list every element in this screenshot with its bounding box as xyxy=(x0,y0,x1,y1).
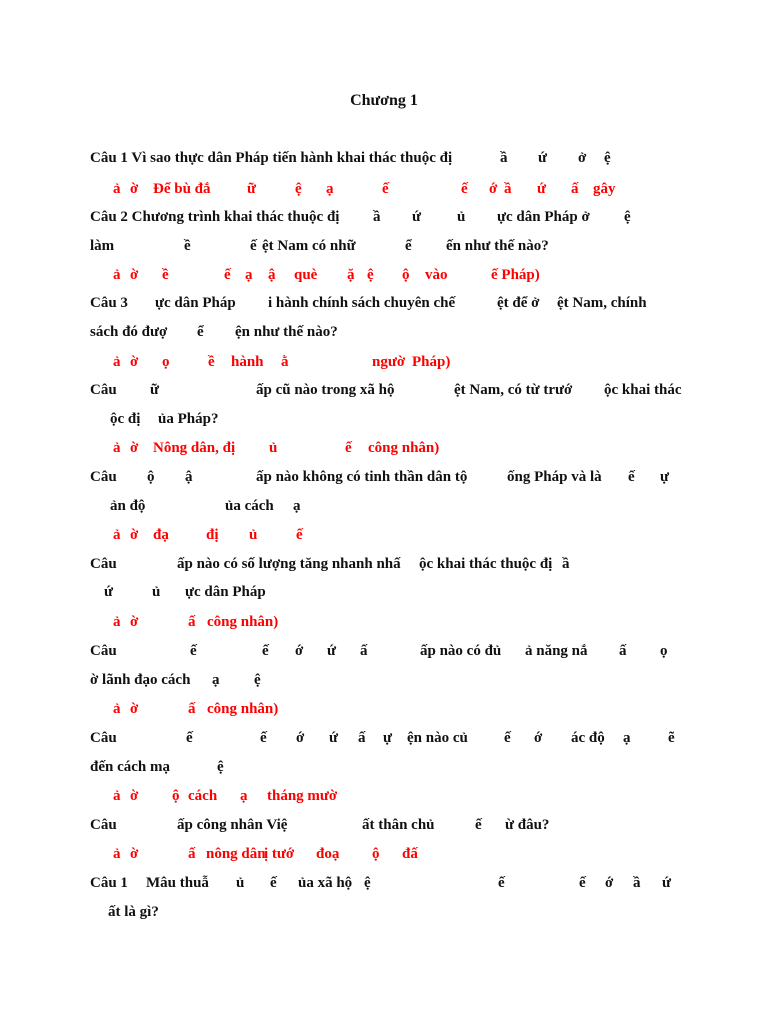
text-fragment: ộ xyxy=(372,846,380,862)
question-line xyxy=(0,813,768,837)
text-fragment: ờ xyxy=(130,527,139,543)
text-fragment: ứ xyxy=(538,150,548,166)
text-fragment: Câu xyxy=(90,556,117,572)
text-fragment: ấ xyxy=(188,701,196,717)
question-line xyxy=(0,378,768,402)
question-line xyxy=(0,146,768,170)
answer-line xyxy=(0,610,768,634)
text-fragment: ả xyxy=(113,846,121,862)
text-fragment: ện như thế nào? xyxy=(235,324,338,340)
answer-line xyxy=(0,177,768,201)
text-fragment: ạ xyxy=(240,788,248,804)
text-fragment: ấp cũ nào trong xã hộ xyxy=(256,382,395,398)
question-line xyxy=(0,552,768,576)
text-fragment: ả xyxy=(113,440,121,456)
text-fragment: ế xyxy=(628,469,635,485)
question-line xyxy=(0,465,768,489)
text-fragment: ự xyxy=(660,469,670,485)
text-fragment: Để bù đắ xyxy=(153,181,211,197)
text-fragment: ứ xyxy=(104,584,114,600)
text-fragment: ủ xyxy=(269,440,278,456)
question-line xyxy=(0,900,768,924)
answer-line xyxy=(0,350,768,374)
text-fragment: công nhân) xyxy=(207,701,279,717)
text-fragment: ệt Nam, có từ trướ xyxy=(454,382,573,398)
text-fragment: cách xyxy=(188,788,218,804)
text-fragment: đạ xyxy=(153,527,169,543)
text-fragment: ứ xyxy=(412,209,422,225)
text-fragment: ệ xyxy=(295,181,302,197)
text-fragment: ống Pháp và là xyxy=(507,469,602,485)
text-fragment: Câu xyxy=(90,730,117,746)
text-fragment: ấ xyxy=(360,643,368,659)
text-fragment: ớ xyxy=(296,730,305,746)
text-fragment: ớ xyxy=(489,181,498,197)
text-fragment: ủa cách xyxy=(225,498,274,514)
text-fragment: ộ xyxy=(172,788,180,804)
text-fragment: ế xyxy=(475,817,482,833)
text-fragment: ệ xyxy=(604,150,611,166)
text-fragment: ằ xyxy=(281,354,289,370)
question-line xyxy=(0,320,768,344)
text-fragment: ế xyxy=(190,643,197,659)
text-fragment: ấ xyxy=(188,614,196,630)
text-fragment: ứ xyxy=(537,181,547,197)
text-fragment: ế xyxy=(260,730,267,746)
text-fragment: Nông dân, đị xyxy=(153,440,236,456)
answer-line xyxy=(0,842,768,866)
text-fragment: ữ xyxy=(247,181,257,197)
text-fragment: ế xyxy=(461,181,468,197)
text-fragment: ờ xyxy=(130,788,139,804)
text-fragment: ả xyxy=(113,267,121,283)
text-fragment: ế xyxy=(345,440,352,456)
text-fragment: ớ xyxy=(295,643,304,659)
text-fragment: ể xyxy=(197,324,204,340)
text-fragment: Mâu thuẫ xyxy=(146,875,209,891)
text-fragment: i hành chính sách chuyên chế xyxy=(268,295,456,311)
text-fragment: sách đó đượ xyxy=(90,324,168,340)
question-line xyxy=(0,639,768,663)
text-fragment: ấ xyxy=(619,643,627,659)
text-fragment: làm xyxy=(90,238,115,254)
text-fragment: ầ xyxy=(500,150,508,166)
text-fragment: ực dân Pháp ở xyxy=(497,209,590,225)
text-fragment: ủ xyxy=(457,209,466,225)
text-fragment: ệt Nam, chính xyxy=(557,295,647,311)
text-fragment: Câu xyxy=(90,643,117,659)
text-fragment: ờ xyxy=(130,614,139,630)
answer-line xyxy=(0,697,768,721)
text-fragment: ầ xyxy=(633,875,641,891)
text-fragment: ệ xyxy=(254,672,261,688)
text-fragment: ấp nào có đủ xyxy=(420,643,502,659)
text-fragment: ả xyxy=(113,701,121,717)
text-fragment: ạ xyxy=(293,498,301,514)
text-fragment: ủ xyxy=(236,875,245,891)
text-fragment: ế xyxy=(296,527,303,543)
text-fragment: ầ xyxy=(373,209,381,225)
text-fragment: ệt để ở xyxy=(497,295,540,311)
text-fragment: ữ xyxy=(150,382,160,398)
text-fragment: ể xyxy=(405,238,412,254)
answer-line xyxy=(0,263,768,287)
text-fragment: công nhân) xyxy=(368,440,440,456)
text-fragment: ực dân Pháp xyxy=(155,295,236,311)
text-fragment: ờ lãnh đạo cách xyxy=(90,672,191,688)
text-fragment: ất thân chủ xyxy=(362,817,435,833)
text-fragment: ứ xyxy=(329,730,339,746)
text-fragment: ủ xyxy=(152,584,161,600)
text-fragment: ế Pháp) xyxy=(491,267,540,283)
text-fragment: ế xyxy=(224,267,231,283)
text-fragment: què xyxy=(294,267,318,283)
text-fragment: ớ xyxy=(605,875,614,891)
text-fragment: ấp nào không có tinh thần dân tộ xyxy=(256,469,468,485)
text-fragment: ực dân Pháp xyxy=(185,584,266,600)
text-fragment: ế xyxy=(579,875,586,891)
text-fragment: ớ xyxy=(534,730,543,746)
text-fragment: ầ xyxy=(504,181,512,197)
text-fragment: ác độ xyxy=(571,730,605,746)
text-fragment: ả xyxy=(113,614,121,630)
text-fragment: ệ xyxy=(624,209,631,225)
text-fragment: ạ xyxy=(212,672,220,688)
question-line xyxy=(0,668,768,692)
question-line xyxy=(0,580,768,604)
text-fragment: Câu xyxy=(90,382,117,398)
text-fragment: ạ xyxy=(245,267,253,283)
answer-line xyxy=(0,784,768,808)
question-line xyxy=(0,407,768,431)
text-fragment: ủa xã hộ xyxy=(298,875,353,891)
text-fragment: ủ xyxy=(249,527,258,543)
text-fragment: ất là gì? xyxy=(108,904,159,920)
text-fragment: ấ xyxy=(358,730,366,746)
text-fragment: ờ xyxy=(130,440,139,456)
text-fragment: ấ xyxy=(571,181,579,197)
text-fragment: ị tướ xyxy=(264,846,295,862)
text-fragment: ện nào củ xyxy=(407,730,468,746)
text-fragment: Pháp) xyxy=(412,354,451,370)
text-fragment: ẽ xyxy=(668,730,675,746)
text-fragment: ề xyxy=(184,238,191,254)
chapter-title: Chương 1 xyxy=(350,92,418,109)
text-fragment: nông dân xyxy=(206,846,266,862)
question-line xyxy=(0,755,768,779)
text-fragment: Câu xyxy=(90,817,117,833)
text-fragment: ứ xyxy=(662,875,672,891)
text-fragment: ả xyxy=(113,181,121,197)
answer-line xyxy=(0,523,768,547)
text-fragment: ả năng nắ xyxy=(525,643,588,659)
text-fragment: tháng mườ xyxy=(267,788,338,804)
question-line xyxy=(0,494,768,518)
text-fragment: ầ xyxy=(562,556,570,572)
text-fragment: ệt Nam có nhữ xyxy=(262,238,356,254)
text-fragment: ọ xyxy=(162,354,170,370)
text-fragment: ản độ xyxy=(110,498,146,514)
text-fragment: ến như thế nào? xyxy=(446,238,549,254)
text-fragment: ấp nào có số lượng tăng nhanh nhấ xyxy=(177,556,401,572)
text-fragment: ọ xyxy=(660,643,668,659)
text-fragment: đoạ xyxy=(316,846,340,862)
text-fragment: ề xyxy=(162,267,169,283)
text-fragment: ở xyxy=(578,150,587,166)
text-fragment: ế xyxy=(270,875,277,891)
text-fragment: Câu 3 xyxy=(90,295,128,311)
text-fragment: Câu 1 Vì sao thực dân Pháp tiến hành khai thác thuộc đị xyxy=(90,150,453,166)
text-fragment: ế xyxy=(382,181,389,197)
text-fragment: ặ xyxy=(347,267,355,283)
text-fragment: ộc khai thác xyxy=(604,382,682,398)
text-fragment: ấ xyxy=(188,846,196,862)
text-fragment: ừ đâu? xyxy=(505,817,550,833)
text-fragment: hành xyxy=(231,354,264,370)
text-fragment: ề xyxy=(208,354,215,370)
text-fragment: ệ xyxy=(367,267,374,283)
text-fragment: ả xyxy=(113,527,121,543)
text-fragment: ộc đị xyxy=(110,411,141,427)
text-fragment: ủa Pháp? xyxy=(158,411,219,427)
question-line xyxy=(0,205,768,229)
text-fragment: Câu xyxy=(90,469,117,485)
text-fragment: ộ xyxy=(402,267,410,283)
text-fragment: ờ xyxy=(130,846,139,862)
text-fragment: Câu 1 xyxy=(90,875,128,891)
question-line xyxy=(0,234,768,258)
text-fragment: Câu 2 Chương trình khai thác thuộc đị xyxy=(90,209,340,225)
text-fragment: ậ xyxy=(185,469,193,485)
text-fragment: ạ xyxy=(326,181,334,197)
question-line xyxy=(0,871,768,895)
text-fragment: ế xyxy=(498,875,505,891)
text-fragment: ờ xyxy=(130,701,139,717)
text-fragment: ệ xyxy=(217,759,224,775)
text-fragment: vào xyxy=(425,267,448,283)
text-fragment: ế xyxy=(262,643,269,659)
text-fragment: ệ xyxy=(364,875,371,891)
text-fragment: ộ xyxy=(147,469,155,485)
text-fragment: ự xyxy=(383,730,393,746)
text-fragment: ế xyxy=(186,730,193,746)
text-fragment: gây xyxy=(593,181,616,197)
text-fragment: ấp công nhân Việ xyxy=(177,817,288,833)
question-line xyxy=(0,291,768,315)
text-fragment: ộc khai thác thuộc đị xyxy=(419,556,553,572)
text-fragment: ứ xyxy=(327,643,337,659)
text-fragment: ậ xyxy=(268,267,276,283)
question-line xyxy=(0,726,768,750)
text-fragment: ờ xyxy=(130,267,139,283)
text-fragment: ả xyxy=(113,354,121,370)
text-fragment: đấ xyxy=(402,846,418,862)
text-fragment: ế xyxy=(504,730,511,746)
text-fragment: đến cách mạ xyxy=(90,759,170,775)
text-fragment: ờ xyxy=(130,181,139,197)
text-fragment: ngườ xyxy=(372,354,406,370)
answer-line xyxy=(0,436,768,460)
text-fragment: ả xyxy=(113,788,121,804)
text-fragment: đị xyxy=(206,527,219,543)
text-fragment: ạ xyxy=(623,730,631,746)
text-fragment: ờ xyxy=(130,354,139,370)
text-fragment: công nhân) xyxy=(207,614,279,630)
text-fragment: ế xyxy=(250,238,257,254)
